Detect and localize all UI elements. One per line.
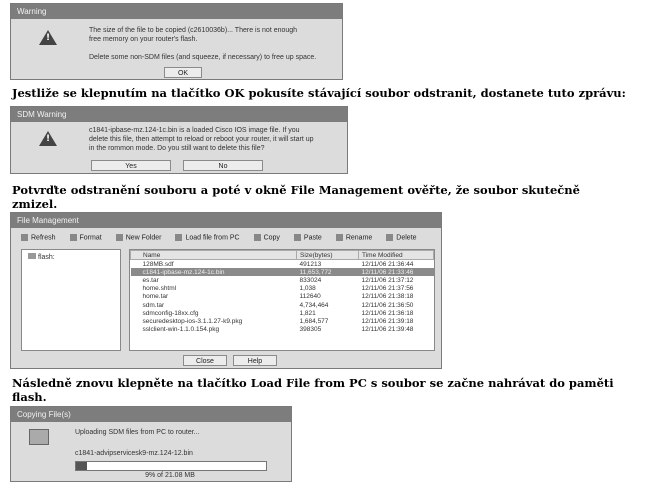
- no-button[interactable]: No: [183, 160, 263, 171]
- tree-item-flash[interactable]: flash:: [28, 253, 120, 262]
- copying-dialog: [10, 406, 292, 482]
- paste-icon: [294, 234, 301, 241]
- sdm-warning-line-1: c1841-ipbase-mz.124-1c.bin is a loaded Cisco IOS image file. If you: [89, 127, 300, 134]
- folder-tree: [21, 249, 121, 351]
- warning-dialog-title: Warning: [11, 4, 342, 19]
- table-row[interactable]: es.tar 833024 12/11/06 21:37:12: [142, 276, 414, 284]
- paragraph-2-line-1: Potvrďte odstranění souboru a poté v okně File Management ověřte, že soubor skutečně: [12, 183, 580, 197]
- file-toolbar: [15, 229, 437, 247]
- copying-line-1: Uploading SDM files from PC to router...: [75, 429, 200, 436]
- close-button[interactable]: Close: [183, 355, 227, 366]
- copying-title: Copying File(s): [11, 407, 291, 422]
- file-management-title: File Management: [11, 213, 441, 228]
- warning-icon: [39, 131, 57, 146]
- table-row-selected[interactable]: c1841-ipbase-mz.124-1c.bin 11,653,772 12/11/06 21:33:46: [131, 268, 434, 276]
- progress-status: 9% of 21.08 MB: [145, 472, 195, 479]
- sdm-warning-dialog: [10, 106, 348, 174]
- rename-icon: [336, 234, 343, 241]
- sdm-warning-line-2: delete this file, then attempt to reload or reboot your router, it will start up: [89, 136, 314, 143]
- refresh-icon: [21, 234, 28, 241]
- delete-button[interactable]: Delete: [386, 234, 416, 241]
- file-management-window: [10, 212, 442, 369]
- format-button[interactable]: Format: [70, 234, 102, 241]
- paragraph-1: Jestliže se klepnutím na tlačítko OK pokusíte stávající soubor odstranit, dostanete tuto zprávu:: [12, 86, 626, 100]
- copy-files-icon: [29, 429, 49, 445]
- table-row[interactable]: sdmconfig-18xx.cfg 1,821 12/11/06 21:36:18: [142, 309, 414, 317]
- delete-icon: [386, 234, 393, 241]
- progress-bar: [75, 461, 267, 471]
- warning-line-1: The size of the file to be copied (c2610036b)... There is not enough: [89, 27, 298, 34]
- table-row[interactable]: securedesktop-ios-3.1.1.27-k9.pkg 1,684,577 12/11/06 21:39:18: [142, 317, 414, 325]
- load-file-button[interactable]: Load file from PC: [175, 234, 239, 241]
- copying-file-name: c1841-advipservicesk9-mz.124-12.bin: [75, 450, 193, 457]
- column-name[interactable]: Name: [131, 251, 297, 260]
- column-time[interactable]: Time Modified: [359, 251, 434, 260]
- column-size[interactable]: Size(bytes): [297, 251, 359, 260]
- paste-button[interactable]: Paste: [294, 234, 322, 241]
- new-folder-button[interactable]: New Folder: [116, 234, 162, 241]
- paragraph-3-line-1: Následně znovu klepněte na tlačítko Load File from PC s soubor se začne nahrávat do paměti: [12, 376, 614, 390]
- upload-icon: [175, 234, 182, 241]
- ok-button[interactable]: OK: [164, 67, 202, 78]
- sdm-warning-title: SDM Warning: [11, 107, 347, 122]
- progress-fill: [76, 462, 87, 470]
- file-list: [129, 249, 435, 351]
- copy-button[interactable]: Copy: [254, 234, 280, 241]
- table-row[interactable]: home.shtml 1,038 12/11/06 21:37:56: [142, 285, 414, 293]
- paragraph-2-line-2: zmizel.: [12, 197, 58, 211]
- warning-icon: [39, 30, 57, 45]
- warning-dialog: [10, 3, 343, 80]
- copy-icon: [254, 234, 261, 241]
- table-row[interactable]: home.tar 112640 12/11/06 21:38:18: [142, 293, 414, 301]
- new-folder-icon: [116, 234, 123, 241]
- table-row[interactable]: sdm.tar 4,734,464 12/11/06 21:36:50: [142, 301, 414, 309]
- warning-line-3: Delete some non-SDM files (and squeeze, if necessary) to free up space.: [89, 54, 317, 61]
- sdm-warning-line-3: in the rommon mode. Do you still want to delete this file?: [89, 145, 265, 152]
- paragraph-3-line-2: flash.: [12, 390, 47, 404]
- table-row[interactable]: sslclient-win-1.1.0.154.pkg 398305 12/11/06 21:39:48: [142, 326, 414, 334]
- table-row[interactable]: 128MB.sdf 491213 12/11/06 21:36:44: [142, 260, 414, 268]
- rename-button[interactable]: Rename: [336, 234, 372, 241]
- warning-line-2: free memory on your router's flash.: [89, 36, 198, 43]
- yes-button[interactable]: Yes: [91, 160, 171, 171]
- format-icon: [70, 234, 77, 241]
- help-button[interactable]: Help: [233, 355, 277, 366]
- refresh-button[interactable]: Refresh: [21, 234, 56, 241]
- folder-icon: [28, 253, 36, 259]
